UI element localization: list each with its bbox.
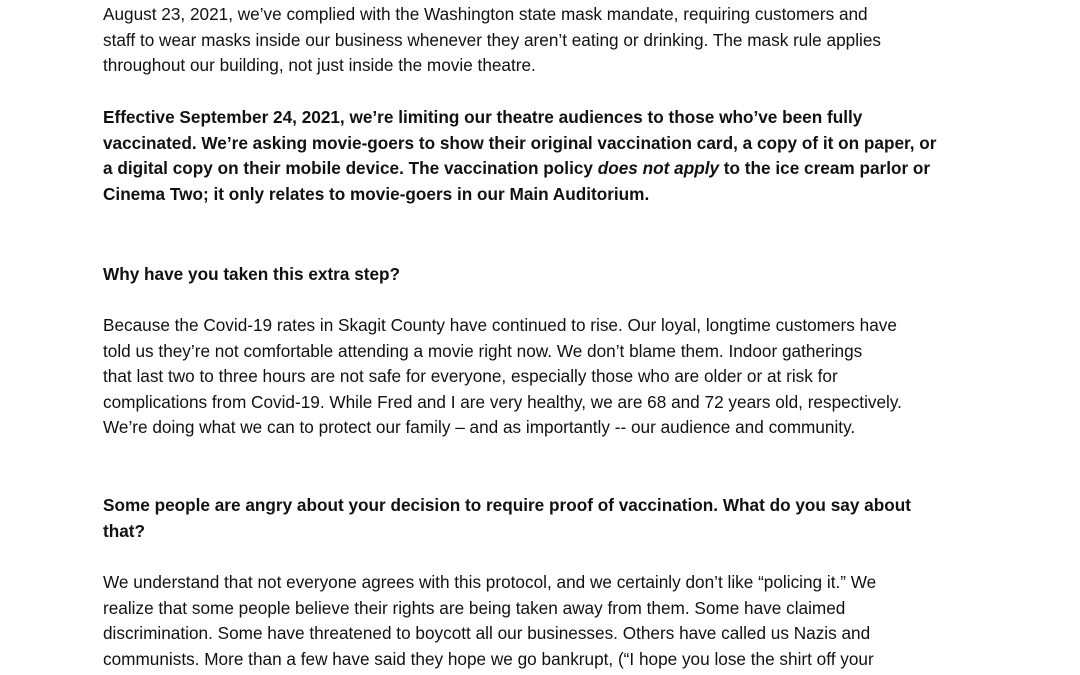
intro-line: August 23, 2021, we’ve complied with the Washington state mask mandate, requiring customers and: [103, 4, 868, 24]
answer-line: that last two to three hours are not safe for everyone, especially those who are older or at risk for: [103, 366, 838, 387]
answer-line: We’re doing what we can to protect our family – and as importantly -- our audience and community.: [103, 417, 856, 438]
answer-line: We understand that not everyone agrees with this protocol, and we certainly don’t like “policing it.” We: [103, 572, 877, 592]
question-line: that?: [103, 520, 146, 541]
question-line: Why have you taken this extra step?: [103, 264, 401, 284]
answer-line: realize that some people believe their rights are being taken away from them. Some have claimed: [103, 597, 846, 618]
answer-line: complications from Covid-19. While Fred and I are very healthy, we are 68 and 72 years old, respectively.: [103, 391, 902, 412]
question-heading: [103, 262, 1023, 288]
answer-line: told us they’re not comfortable attending a movie right now. We don’t blame them. Indoor gatherings: [103, 340, 863, 361]
question-heading: [103, 493, 1023, 544]
vaccination-policy-paragraph: [103, 105, 1023, 207]
policy-text: a digital copy on their mobile device. The vaccination policy: [103, 158, 598, 179]
answer-paragraph: [103, 313, 1023, 441]
policy-line: Effective September 24, 2021, we’re limiting our theatre audiences to those who’ve been fully: [103, 107, 863, 127]
policy-text: to the ice cream parlor or: [719, 158, 931, 179]
answer-line: communists. More than a few have said they hope we go bankrupt, (“I hope you lose the shirt off your: [103, 648, 874, 669]
question-line: Some people are angry about your decision to require proof of vaccination. What do you say about: [103, 495, 911, 515]
intro-line: staff to wear masks inside our business whenever they aren’t eating or drinking. The mask rule applies: [103, 29, 881, 50]
policy-line: vaccinated. We’re asking movie-goers to show their original vaccination card, a copy of it on paper, or: [103, 132, 937, 153]
answer-line: discrimination. Some have threatened to boycott all our businesses. Others have called us Nazis and: [103, 623, 871, 644]
policy-line: [103, 156, 1023, 182]
intro-paragraph: [103, 2, 1023, 79]
answer-line: Because the Covid-19 rates in Skagit County have continued to rise. Our loyal, longtime customers have: [103, 315, 897, 335]
policy-emphasis: does not apply: [597, 158, 720, 179]
intro-line: throughout our building, not just inside the movie theatre.: [103, 55, 536, 76]
answer-paragraph: [103, 570, 1023, 672]
policy-line: Cinema Two; it only relates to movie-goers in our Main Auditorium.: [103, 183, 650, 204]
